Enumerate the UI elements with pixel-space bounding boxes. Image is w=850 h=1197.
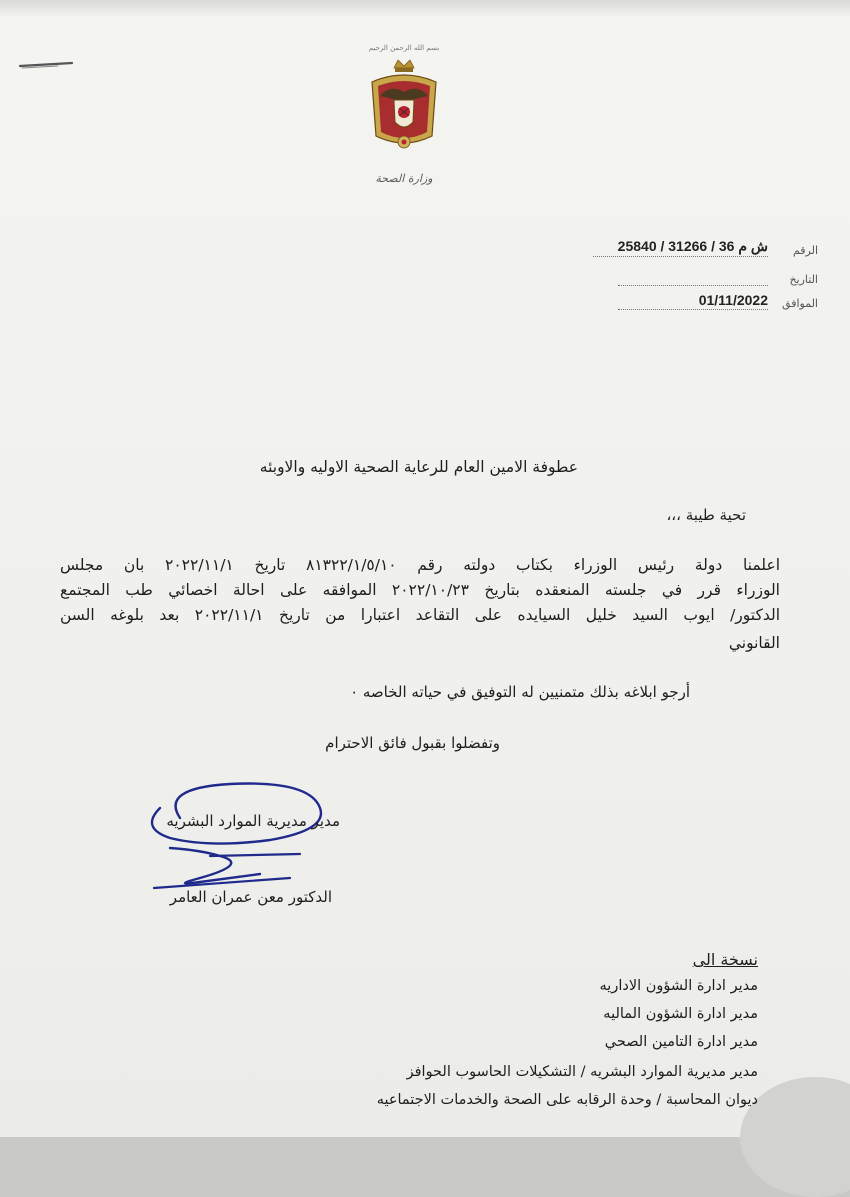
copy-recipient: مدير ادارة الشؤون الماليه	[603, 1006, 758, 1022]
copy-recipient: مدير مديرية الموارد البشريه / التشكيلات الحاسوب الحوافز	[406, 1064, 758, 1080]
crest-caption: بسم الله الرحمن الرحيم	[368, 44, 440, 52]
greeting: تحية طيبة ،،،	[666, 506, 746, 524]
reference-date-row	[618, 264, 818, 286]
reference-corresponding-label: الموافق	[782, 297, 818, 310]
reference-corresponding-value: 01/11/2022	[618, 292, 768, 310]
copy-recipient: ديوان المحاسبة / وحدة الرقابه على الصحة والخدمات الاجتماعيه	[376, 1092, 758, 1108]
reference-number-value: 25840 / 31266 / 36 ش م	[593, 238, 768, 257]
top-shadow	[0, 0, 850, 18]
copy-recipient: مدير ادارة التامين الصحي	[604, 1034, 758, 1050]
body-line-2: الوزراء قرر في جلسته المنعقده بتاريخ ٢٠٢٢/١٠/٢٣ الموافقه على احالة اخصائي طب المجتمع	[60, 581, 780, 599]
jordan-coat-of-arms	[362, 44, 446, 194]
reference-corresponding-row	[618, 288, 818, 310]
ministry-name: وزارة الصحة	[375, 172, 433, 185]
closing-line: وتفضلوا بقبول فائق الاحترام	[325, 734, 500, 752]
request-line: أرجو ابلاغه بذلك متمنيين له التوفيق في حياته الخاصه ٠	[350, 683, 690, 701]
reference-date-label: التاريخ	[789, 273, 818, 286]
reference-number-label: الرقم	[792, 244, 818, 257]
body-line-4: القانوني	[728, 634, 780, 652]
reference-number-row	[593, 235, 818, 257]
pen-stroke-mark	[18, 58, 74, 72]
signatory-name: الدكتور معن عمران العامر	[169, 888, 332, 906]
copies-title: نسخة الى	[692, 950, 758, 969]
reference-date-value	[618, 284, 768, 286]
addressee: عطوفة الامين العام للرعاية الصحية الاوليه والاوبئه	[259, 458, 578, 476]
crest-icon	[366, 58, 442, 158]
body-line-3: الدكتور/ ايوب السيد خليل السيايده على التقاعد اعتبارا من تاريخ ٢٠٢٢/١١/١ بعد بلوغه السن	[60, 606, 781, 624]
body-line-1: اعلمنا دولة رئيس الوزراء بكتاب دولته رقم ٨١٣٢٢/١/٥/١٠ تاريخ ٢٠٢٢/١١/١ بان مجلس	[60, 556, 780, 574]
copy-recipient: مدير ادارة الشؤون الاداريه	[599, 978, 758, 994]
signatory-title: مدير مديرية الموارد البشريه	[166, 812, 340, 830]
